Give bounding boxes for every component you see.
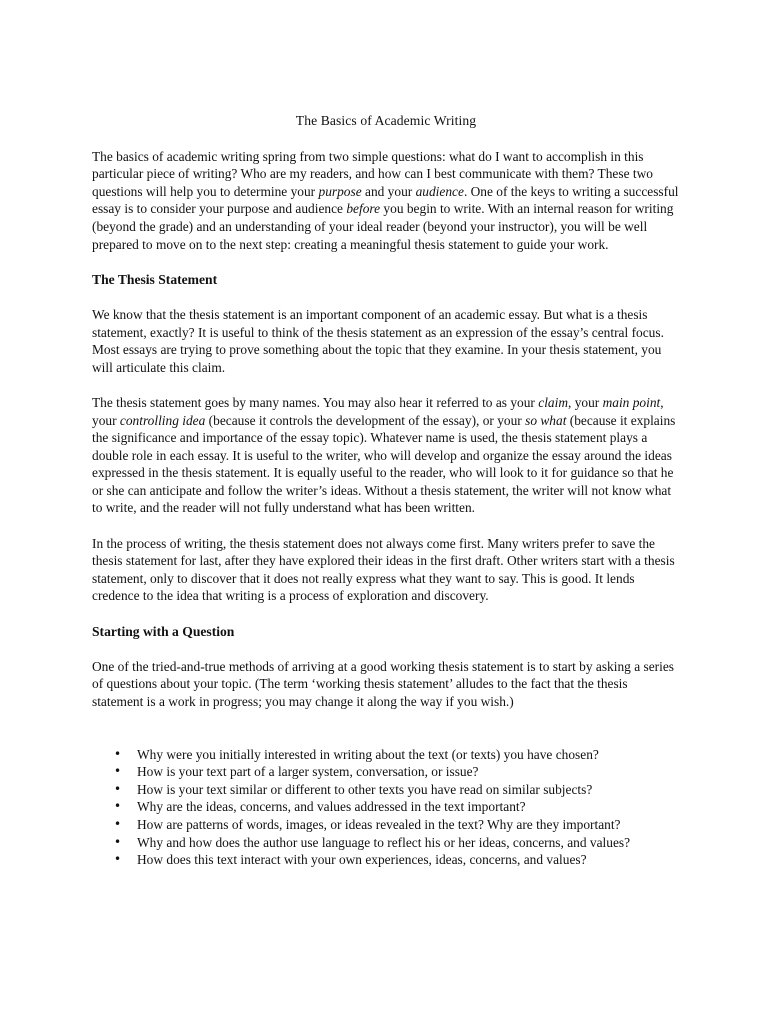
thesis-p2-emphasis-so-what: so what bbox=[525, 412, 567, 428]
thesis-p2-text-2: , your bbox=[568, 394, 603, 410]
bullet-icon: • bbox=[114, 764, 122, 779]
thesis-p2-text-3: , your bbox=[92, 394, 664, 428]
list-item bbox=[92, 851, 680, 869]
intro-text-1: The basics of academic writing spring from two simple questions: what do I want to accomplish in this particular piece of writing? Who are my readers, and how can I best communicate with them? These two questions will help you to determine your bbox=[92, 148, 653, 199]
thesis-paragraph-3: In the process of writing, the thesis statement does not always come first. Many writers prefer to save the thesis statement for last, after they have explored their ideas in the first draft. Other writers start with a thesis statement, only to discover that it does not really express what they want to say. This is good. It lends credence to the idea that writing is a process of exploration and discovery. bbox=[92, 535, 675, 604]
list-item-text: How is your text part of a larger system, conversation, or issue? bbox=[137, 764, 479, 780]
list-item bbox=[92, 781, 680, 799]
bullet-icon: • bbox=[114, 781, 122, 796]
intro-text-2: and your bbox=[361, 183, 416, 199]
bullet-icon: • bbox=[114, 746, 122, 761]
question-paragraph-1: One of the tried-and-true methods of arriving at a good working thesis statement is to start by asking a series of questions about your topic. (The term ‘working thesis statement’ alludes to the fact that the thesis statement is a work in progress; you may change it along the way if you wish.) bbox=[92, 658, 674, 709]
thesis-p2-emphasis-main-point: main point bbox=[602, 394, 661, 410]
document-title: The Basics of Academic Writing bbox=[295, 113, 477, 128]
document-page bbox=[92, 112, 680, 869]
intro-emphasis-audience: audience bbox=[415, 183, 464, 199]
bullet-icon: • bbox=[114, 799, 122, 814]
list-item-text: How does this text interact with your own experiences, ideas, concerns, and values? bbox=[137, 852, 587, 868]
list-item bbox=[92, 746, 680, 764]
section-heading-question: Starting with a Question bbox=[92, 623, 235, 639]
intro-text-3: . One of the keys to writing a successful essay is to consider your purpose and audience bbox=[92, 183, 679, 217]
list-item bbox=[92, 834, 680, 852]
intro-paragraph bbox=[92, 148, 680, 254]
thesis-paragraph-1: We know that the thesis statement is an important component of an academic essay. But what is a thesis statement, exactly? It is useful to think of the thesis statement as an expression of the essay’s central focus. Most essays are trying to prove something about the topic that they examine. In your thesis statement, you will articulate this claim. bbox=[92, 306, 664, 375]
thesis-p2-text-1: The thesis statement goes by many names. You may also hear it referred to as your bbox=[92, 394, 539, 410]
list-item-text: Why are the ideas, concerns, and values addressed in the text important? bbox=[137, 799, 526, 815]
intro-emphasis-before: before bbox=[346, 201, 381, 217]
thesis-paragraph-2 bbox=[92, 394, 680, 517]
bullet-icon: • bbox=[114, 816, 122, 831]
list-item-text: How is your text similar or different to other texts you have read on similar subjects? bbox=[137, 781, 593, 797]
bullet-icon: • bbox=[114, 834, 122, 849]
list-item-text: Why were you initially interested in writing about the text (or texts) you have chosen? bbox=[137, 746, 599, 762]
thesis-p2-emphasis-claim: claim bbox=[538, 394, 568, 410]
list-item-text: Why and how does the author use language to reflect his or her ideas, concerns, and values? bbox=[137, 834, 631, 850]
thesis-p2-emphasis-controlling-idea: controlling idea bbox=[119, 412, 206, 428]
list-item bbox=[92, 798, 680, 816]
list-item-text: How are patterns of words, images, or ideas revealed in the text? Why are they important? bbox=[137, 816, 621, 832]
intro-text-4: you begin to write. With an internal reason for writing (beyond the grade) and an understanding of your ideal reader (beyond your instructor), you will be well prepared to move on to the next step: creating a meaningful thesis statement to guide your work. bbox=[92, 201, 674, 252]
thesis-p2-text-4: (because it controls the development of the essay), or your bbox=[205, 412, 526, 428]
list-item bbox=[92, 763, 680, 781]
list-item bbox=[92, 816, 680, 834]
intro-emphasis-purpose: purpose bbox=[318, 183, 362, 199]
question-list bbox=[92, 746, 680, 869]
thesis-p2-text-5: (because it explains the significance and importance of the essay topic). Whatever name is used, the thesis statement plays a double role in each essay. It is useful to the writer, who will develop and organize the essay around the ideas expressed in the thesis statement. It is equally useful to the reader, who will look to it for guidance so that he or she can anticipate and follow the writer’s ideas. Without a thesis statement, the writer will not know what to write, and the reader will not fully understand what has been written. bbox=[92, 412, 676, 516]
section-heading-thesis: The Thesis Statement bbox=[92, 271, 218, 287]
bullet-icon: • bbox=[114, 852, 122, 867]
